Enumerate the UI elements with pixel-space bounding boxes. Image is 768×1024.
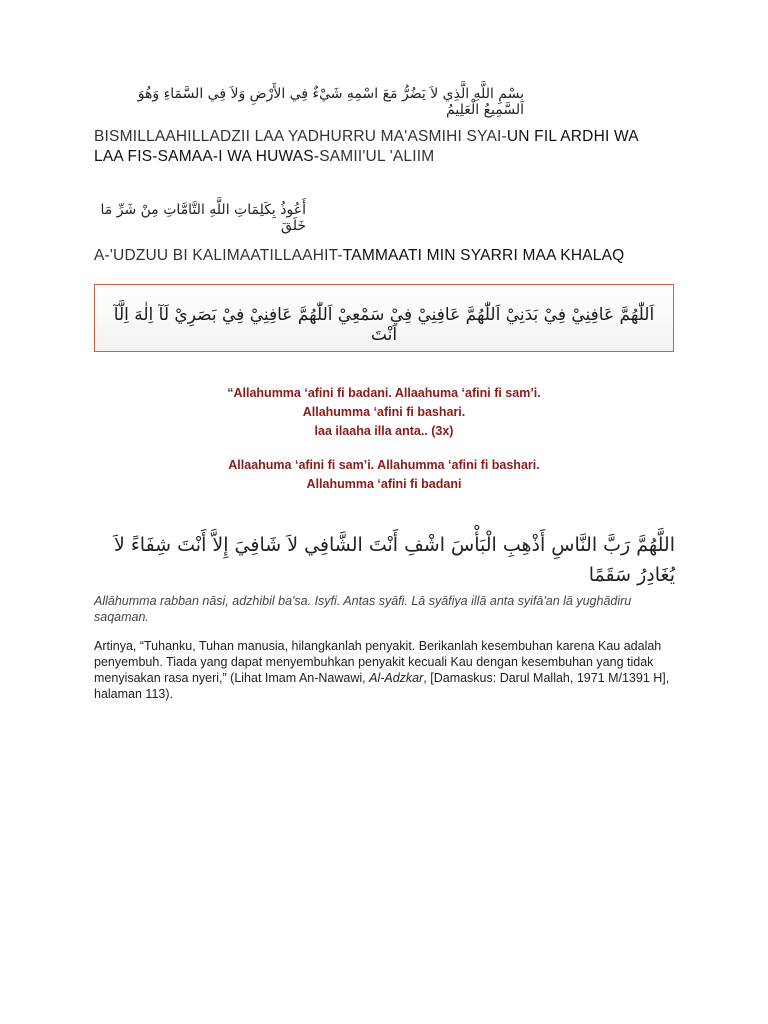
dua3-line: Allahumma ‘afini fi badani [306, 477, 462, 491]
dua3-transliteration-a [0, 384, 768, 441]
dua3-line: Allahumma ‘afini fi bashari. [302, 405, 466, 419]
dua1-translit-part1: BISMILLAAHILLADZII LAA YADHURRU MA'ASMIHI SYAI- [94, 128, 507, 145]
book-title: Al-Adzkar [369, 671, 424, 685]
dua4-translation [94, 638, 674, 702]
dua2-arabic: أَعُوذُ بِكَلِمَاتِ اللَّهِ التَّامَّاتِ مِنْ شَرِّ مَا خَلَقَ [100, 202, 306, 234]
dua3-line: laa ilaaha illa anta.. (3x) [314, 424, 454, 438]
dua3-line: “Allahumma ‘afini fi badani. Allaahuma ‘afini fi sam’i. [227, 386, 541, 400]
dua1-translit-part3: SAMII'UL 'ALIIM [319, 148, 435, 165]
dua3-arabic: اَللّٰهُمَّ عَافِنِيْ فِيْ بَدَنِيْ اَللّٰهُمَّ عَافِنِيْ فِيْ سَمْعِيْ اَللّٰهُمَّ عَافِنِيْ فِيْ بَصَرِيْ لَآ اِلٰهَ اِلَّآ اَنْتَ [113, 305, 655, 345]
artinya-text: Artinya, “Tuhanku, Tuhan manusia, hilangkanlah penyakit. Berikanlah kesembuhan karena Kau adalah penyembuh. Tiada yang dapat menyembuhkan penyakit kecuali Kau dengan kesembuhan yang tidak menyisakan rasa nyeri,” (Lihat Imam An-Nawawi, [94, 639, 662, 685]
dua4-arabic: اللَّهُمَّ رَبَّ النَّاسِ أَذْهِبِ الْبَأْسَ اشْفِ أَنْتَ الشَّافِي لاَ شَافِيَ إِلاَّ أَنْتَ شِفَاءً لاَ يُغَادِرُ سَقَمًا [113, 534, 675, 586]
dua3-transliteration-b [0, 456, 768, 494]
dua3-arabic-image-box [94, 284, 674, 352]
dua4-transliteration: Allāhumma rabban nāsi, adzhibil ba'sa. Isyfi. Antas syāfi. Lā syāfiya illā anta syifā'an lā yughādiru saqaman. [94, 594, 632, 624]
artinya-citation: , [Damaskus: Darul Mallah, 1971 M/1391 H], halaman 113). [94, 671, 670, 701]
dua2-translit-part2: TAMMAATI MIN SYARRI MAA KHALAQ [342, 247, 625, 264]
dua2-translit-part1: A-'UDZUU BI KALIMAATILLAAHIT- [94, 247, 343, 264]
dua1-translit-part2: UN FIL ARDHI WA LAA FIS-SAMAA-I WA HUWAS- [94, 128, 638, 165]
dua1-arabic: بِسْمِ اللَّهِ الَّذِي لاَ يَضُرُّ مَعَ اسْمِهِ شَيْءٌ فِي الأَرْضِ وَلاَ فِي السَّمَاءِ وَهُوَ السَّمِيعُ الْعَلِيمُ [137, 86, 524, 118]
dua2-transliteration [94, 246, 674, 266]
dua3-line: Allaahuma ‘afini fi sam’i. Allahumma ‘afini fi bashari. [228, 458, 540, 472]
dua1-transliteration [94, 127, 664, 167]
